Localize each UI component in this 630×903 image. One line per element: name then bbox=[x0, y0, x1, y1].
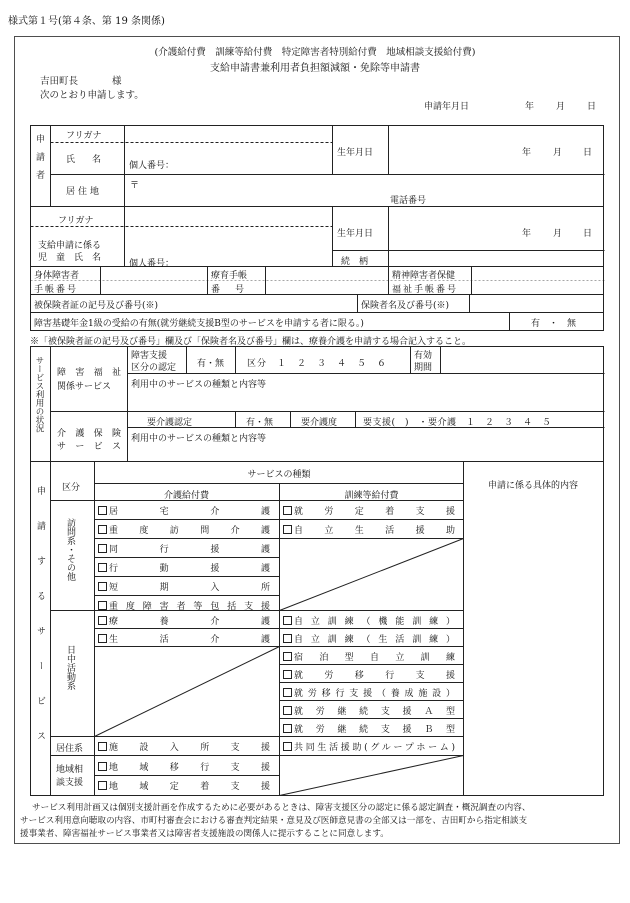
service-option-label: 居宅介護 bbox=[109, 507, 270, 517]
apply-date-month: 月 bbox=[556, 102, 566, 112]
phone-label: 電話番号 bbox=[390, 196, 427, 206]
checkbox-icon[interactable] bbox=[98, 544, 107, 553]
service-option[interactable] bbox=[283, 668, 455, 681]
care-level-label: 要介護度 bbox=[301, 418, 338, 428]
consent-line-1: サービス利用計画又は個別支援計画を作成するために必要があるときは、障害支援区分の認定に係る認定調査・概況調査の内容、 bbox=[32, 803, 531, 813]
service-option[interactable] bbox=[98, 580, 270, 593]
checkbox-icon[interactable] bbox=[283, 688, 292, 697]
service-option-label: 自立訓練（機能訓練） bbox=[294, 617, 455, 627]
applicant-address-label: 居住地 bbox=[66, 187, 103, 197]
checkbox-icon[interactable] bbox=[283, 616, 292, 625]
valid-period-label-2: 期間 bbox=[414, 363, 433, 373]
service-option-label: 就労継続支援Ａ型 bbox=[294, 707, 455, 717]
checkbox-icon[interactable] bbox=[98, 781, 107, 790]
service-option-label: 施設入所支援 bbox=[109, 743, 270, 753]
applicant-name-label: 氏 名 bbox=[66, 155, 106, 165]
child-relation-label: 続 柄 bbox=[341, 257, 369, 267]
child-name-line2: 児 童 氏 名 bbox=[38, 253, 102, 263]
service-option[interactable] bbox=[98, 504, 270, 517]
service-option[interactable] bbox=[283, 650, 455, 663]
community-category-label-2: 談支援 bbox=[56, 778, 84, 788]
checkbox-icon[interactable] bbox=[98, 742, 107, 751]
detail-header: 申請に係る具体的内容 bbox=[487, 481, 578, 491]
checkbox-icon[interactable] bbox=[98, 634, 107, 643]
care-current-services: 利用中のサービスの種類と内容等 bbox=[131, 434, 267, 444]
apply-date-year: 年 bbox=[525, 102, 535, 112]
checkbox-icon[interactable] bbox=[283, 652, 292, 661]
service-option-label: 地域定着支援 bbox=[109, 782, 270, 792]
consent-line-3: 援事業者、障害福祉サービス事業者又は障害者支援施設の関係人に提示することに同意します。 bbox=[20, 829, 389, 839]
apply-date-day: 日 bbox=[587, 102, 597, 112]
welfare-label-1: 障害福祉 bbox=[57, 368, 121, 378]
checkbox-icon[interactable] bbox=[283, 724, 292, 733]
service-option[interactable] bbox=[98, 740, 270, 753]
checkbox-icon[interactable] bbox=[283, 525, 292, 534]
mental-cert-label-1: 精神障害者保健 bbox=[392, 271, 456, 281]
care-cert-label: 要介護認定 bbox=[147, 418, 193, 428]
pension-choice[interactable]: 有 ・ 無 bbox=[531, 319, 577, 329]
mental-cert-label-2: 福祉手帳番号 bbox=[392, 285, 459, 295]
service-option[interactable] bbox=[283, 704, 455, 717]
form-title: 支給申請書兼利用者負担額減額・免除等申請書 bbox=[210, 63, 420, 74]
checkbox-icon[interactable] bbox=[283, 670, 292, 679]
service-option[interactable] bbox=[98, 599, 270, 612]
service-option-label: 短期入所 bbox=[109, 583, 270, 593]
applicant-birth-year: 年 bbox=[522, 148, 532, 158]
service-option[interactable] bbox=[283, 722, 455, 735]
service-option[interactable] bbox=[283, 686, 455, 699]
service-option[interactable] bbox=[98, 614, 270, 627]
applicant-birth-label: 生年月日 bbox=[337, 148, 374, 158]
service-option-label: 行動援護 bbox=[109, 564, 270, 574]
care-level-value[interactable]: 要支援( ) ・要介護 １ ２ ３ ４ ５ bbox=[363, 418, 552, 428]
service-option-label: 重度障害者等包括支援 bbox=[109, 602, 270, 612]
postal-mark: 〒 bbox=[130, 181, 140, 191]
service-option-label: 生活介護 bbox=[109, 635, 270, 645]
support-class-levels[interactable]: 区分 １ ２ ３ ４ ５ ６ bbox=[247, 359, 388, 369]
physical-cert-label-2: 手帳番号 bbox=[34, 285, 79, 295]
residential-category-label: 居住系 bbox=[56, 744, 84, 754]
welfare-current-services: 利用中のサービスの種類と内容等 bbox=[131, 380, 267, 390]
valid-period-label-1: 有効 bbox=[414, 351, 433, 361]
child-birth-day: 日 bbox=[583, 229, 593, 239]
care-benefits-header: 介護給付費 bbox=[163, 491, 209, 501]
types-header: サービスの種類 bbox=[247, 470, 311, 480]
service-option-label: 宿泊型自立訓練 bbox=[294, 653, 455, 663]
pension-label: 障害基礎年金1級の受給の有無(就労継続支援B型のサービスを申請する者に限る。) bbox=[34, 319, 364, 329]
service-option[interactable] bbox=[283, 740, 455, 753]
request-section-label: 申請するサービス bbox=[35, 486, 45, 766]
category-header: 区分 bbox=[62, 483, 81, 493]
insured-no-label: 被保険者証の記号及び番号(※) bbox=[34, 301, 159, 311]
service-option[interactable] bbox=[283, 504, 455, 517]
service-option-label: 同行援護 bbox=[109, 545, 270, 555]
rehab-cert-label-2: 番 号 bbox=[211, 285, 248, 295]
service-option[interactable] bbox=[98, 523, 270, 536]
child-personal-no: 個人番号： bbox=[129, 259, 175, 269]
checkbox-icon[interactable] bbox=[98, 616, 107, 625]
training-benefits-header: 訓練等給付費 bbox=[344, 491, 399, 501]
service-option[interactable] bbox=[283, 523, 455, 536]
checkbox-icon[interactable] bbox=[98, 601, 107, 610]
checkbox-icon[interactable] bbox=[283, 706, 292, 715]
support-class-choice[interactable]: 有・無 bbox=[197, 359, 225, 369]
service-option[interactable] bbox=[98, 760, 270, 773]
service-option[interactable] bbox=[283, 614, 455, 627]
consent-line-2: サービス利用意向聴取の内容、市町村審査会における審査判定結果・意見及び医師意見書の全部又は一部を、吉田町から指定相談支 bbox=[20, 816, 528, 826]
insurer-label: 保険者名及び番号(※) bbox=[361, 301, 450, 311]
applicant-furigana-label: フリガナ bbox=[66, 131, 102, 141]
usage-section-label: サービス利用の状況 bbox=[34, 356, 44, 433]
service-option-label: 地域移行支援 bbox=[109, 763, 270, 773]
child-birth-label: 生年月日 bbox=[337, 229, 374, 239]
daytime-category-label: 日中活動系 bbox=[65, 645, 75, 690]
service-option-label: 共同生活援助(グループホーム) bbox=[294, 743, 455, 753]
checkbox-icon[interactable] bbox=[98, 762, 107, 771]
visiting-category-label: 訪問系・その他 bbox=[65, 518, 75, 581]
service-option-label: 就労移行支援（養成施設） bbox=[294, 689, 455, 699]
child-furigana-label: フリガナ bbox=[58, 216, 94, 226]
service-option[interactable] bbox=[98, 632, 270, 645]
checkbox-icon[interactable] bbox=[283, 634, 292, 643]
checkbox-icon[interactable] bbox=[98, 563, 107, 572]
applicant-section-label: 申請者 bbox=[34, 134, 44, 188]
applicant-personal-no: 個人番号： bbox=[129, 161, 175, 171]
care-label-2: サービス bbox=[57, 442, 121, 452]
child-birth-month: 月 bbox=[553, 229, 563, 239]
applicant-birth-month: 月 bbox=[553, 148, 563, 158]
checkbox-icon[interactable] bbox=[283, 506, 292, 515]
service-option-label: 就労移行支援 bbox=[294, 671, 455, 681]
service-option-label: 自立生活援助 bbox=[294, 526, 455, 536]
apply-date-label: 申請年月日 bbox=[424, 102, 470, 112]
welfare-label-2: 関係サービス bbox=[57, 382, 112, 392]
service-option-label: 療養介護 bbox=[109, 617, 270, 627]
insurer-note: ※「被保険者証の記号及び番号」欄及び「保険者名及び番号」欄は、療養介護を申請する場合記入すること。 bbox=[30, 337, 472, 347]
support-class-label-2: 区分の認定 bbox=[131, 363, 177, 373]
service-option-label: 就労定着支援 bbox=[294, 507, 455, 517]
service-option[interactable] bbox=[98, 542, 270, 555]
applicant-birth-day: 日 bbox=[583, 148, 593, 158]
support-class-label-1: 障害支援 bbox=[131, 351, 168, 361]
service-option[interactable] bbox=[98, 779, 270, 792]
care-label-1: 介護保険 bbox=[57, 429, 121, 439]
physical-cert-label-1: 身体障害者 bbox=[34, 271, 80, 281]
service-option[interactable] bbox=[98, 561, 270, 574]
rehab-cert-label-1: 療育手帳 bbox=[211, 271, 248, 281]
service-option[interactable] bbox=[283, 632, 455, 645]
checkbox-icon[interactable] bbox=[283, 742, 292, 751]
service-option-label: 自立訓練（生活訓練） bbox=[294, 635, 455, 645]
form-number: 様式第１号(第４条、第 19 条関係) bbox=[8, 16, 165, 27]
checkbox-icon[interactable] bbox=[98, 582, 107, 591]
intro-text: 次のとおり申請します。 bbox=[40, 90, 144, 101]
care-cert-choice[interactable]: 有・無 bbox=[246, 418, 274, 428]
checkbox-icon[interactable] bbox=[98, 525, 107, 534]
service-option-label: 重度訪問介護 bbox=[109, 526, 270, 536]
child-birth-year: 年 bbox=[522, 229, 532, 239]
child-name-line1: 支給申請に係る bbox=[38, 241, 102, 251]
addressee-honorific: 様 bbox=[112, 76, 122, 87]
community-category-label-1: 地域相 bbox=[56, 765, 84, 775]
checkbox-icon[interactable] bbox=[98, 506, 107, 515]
service-option-label: 就労継続支援Ｂ型 bbox=[294, 725, 455, 735]
form-subtitle: (介護給付費 訓練等給付費 特定障害者特別給付費 地域相談支援給付費) bbox=[154, 47, 476, 58]
addressee-town: 吉田町長 bbox=[40, 76, 79, 87]
